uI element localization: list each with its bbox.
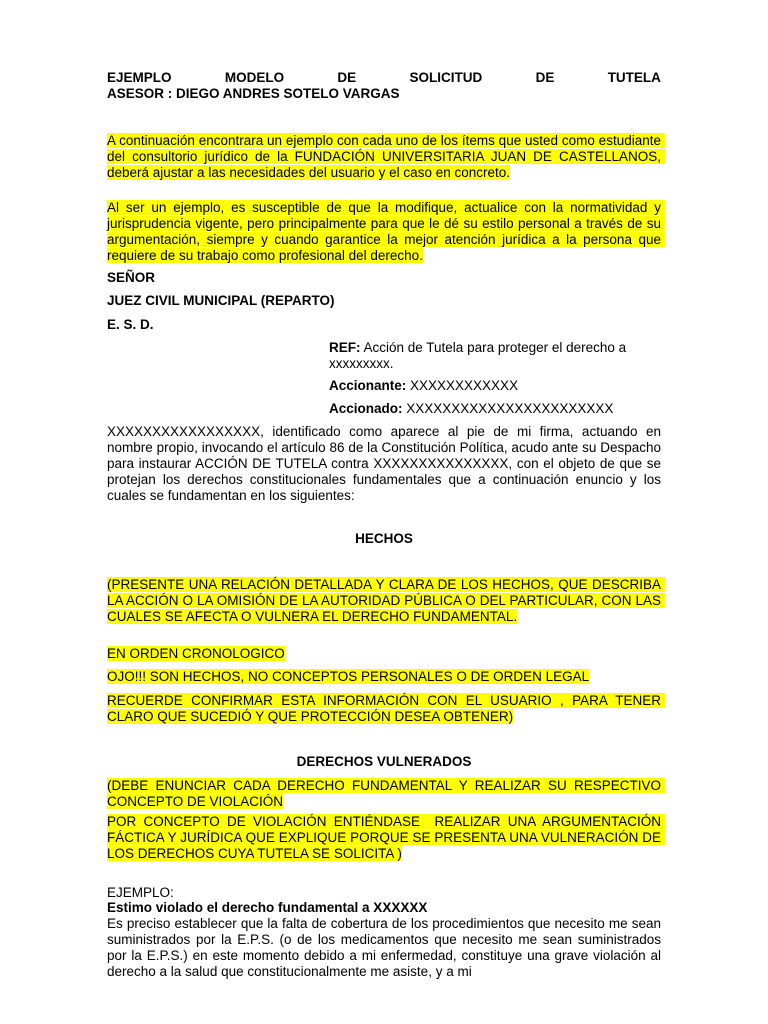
body-paragraph-1: XXXXXXXXXXXXXXXXX, identificado como aparece al pie de mi firma, actuando en nombre propio, invocando el artículo 86 de la Constitución Política, acudo ante su Despacho para instaurar ACCIÓN DE TUTELA contra XXXXXXXXXXXXXXX, con el objeto de que se protejan los derechos constitucionales fundamentales que a continuación enuncio y los cuales se fundamentan en los siguientes: bbox=[107, 424, 661, 503]
intro-paragraph-1: A continuación encontrara un ejemplo con cada uno de los ítems que usted como estudiante del consultorio jurídico de la FUNDACIÓN UNIVERSITARIA JUAN DE CASTELLANOS, deberá ajustar a las necesidades del usuario y el caso en concreto. bbox=[107, 133, 665, 180]
title-word: EJEMPLO bbox=[107, 70, 172, 85]
ref-text: Acción de Tutela para proteger el derecho a xxxxxxxxx. bbox=[329, 340, 627, 371]
intro-paragraph-2: Al ser un ejemplo, es susceptible de que la modifique, actualice con la normatividad y jurisprudencia vigente, pero principalmente para que le dé su estilo personal a través de su argumentación, siempre y cuando garantice la mejor atención jurídica a la persona que requiere de su trabajo como profesional del derecho. bbox=[107, 200, 665, 263]
hechos-heading: HECHOS bbox=[355, 531, 413, 546]
hechos-paragraph-4: RECUERDE CONFIRMAR ESTA INFORMACIÓN CON EL USUARIO , PARA TENER CLARO QUE SUCEDIÓ Y QUE PROTECCIÓN DESEA OBTENER) bbox=[107, 693, 665, 724]
title-line-1 bbox=[107, 70, 661, 86]
hechos-paragraph-1: (PRESENTE UNA RELACIÓN DETALLADA Y CLARA DE LOS HECHOS, QUE DESCRIBA LA ACCIÓN O LA OMISIÓN DE LA AUTORIDAD PÚBLICA O DEL PARTICULAR, CON LAS CUALES SE AFECTA O VULNERA EL DERECHO FUNDAMENTAL. bbox=[107, 577, 665, 624]
accionante-value: XXXXXXXXXXXX bbox=[406, 378, 519, 393]
ejemplo-text: Es preciso establecer que la falta de cobertura de los procedimientos que necesito me sean suministrados por la E.P.S. (o de los medicamentos que necesito me sean suministrados por la E.P.S.) en este momento debido a mi enfermedad, constituye una grave violación al derecho a la salud que constitucionalmente me asiste, y a mi bbox=[107, 916, 661, 979]
accionado-value: XXXXXXXXXXXXXXXXXXXXXXX bbox=[402, 401, 614, 416]
hechos-paragraph-2: EN ORDEN CRONOLOGICO bbox=[107, 646, 285, 661]
addressee-line-1: SEÑOR bbox=[107, 270, 156, 285]
title-word: DE bbox=[535, 70, 555, 85]
addressee-line-2: JUEZ CIVIL MUNICIPAL (REPARTO) bbox=[107, 293, 335, 308]
title-word: MODELO bbox=[224, 70, 285, 85]
document-title bbox=[107, 70, 661, 102]
addressee-line-3: E. S. D. bbox=[107, 317, 154, 332]
accionado-label: Accionado: bbox=[329, 401, 403, 416]
ejemplo-subheading: Estimo violado el derecho fundamental a XXXXXX bbox=[107, 900, 428, 915]
ref-label: REF: bbox=[329, 340, 361, 355]
derechos-paragraph-1: (DEBE ENUNCIAR CADA DERECHO FUNDAMENTAL Y REALIZAR SU RESPECTIVO CONCEPTO DE VIOLACIÓN bbox=[107, 778, 665, 809]
title-word: TUTELA bbox=[607, 70, 661, 85]
ejemplo-label: EJEMPLO: bbox=[107, 885, 174, 900]
derechos-paragraph-2: POR CONCEPTO DE VIOLACIÓN ENTIÉNDASE REALIZAR UNA ARGUMENTACIÓN FÁCTICA Y JURÍDICA QUE EXPLIQUE PORQUE SE PRESENTA UNA VULNERACIÓN DE LOS DERECHOS CUYA TUTELA SE SOLICITA ) bbox=[107, 814, 665, 861]
accionado-line bbox=[329, 401, 661, 417]
title-line-2: ASESOR : DIEGO ANDRES SOTELO VARGAS bbox=[107, 86, 400, 101]
title-word: DE bbox=[337, 70, 357, 85]
derechos-heading: DERECHOS VULNERADOS bbox=[296, 754, 472, 769]
title-word: SOLICITUD bbox=[409, 70, 483, 85]
hechos-paragraph-3: OJO!!! SON HECHOS, NO CONCEPTOS PERSONALES O DE ORDEN LEGAL bbox=[107, 669, 590, 684]
accionante-label: Accionante: bbox=[329, 378, 407, 393]
accionante-line bbox=[329, 378, 661, 394]
ref-line bbox=[329, 340, 661, 372]
